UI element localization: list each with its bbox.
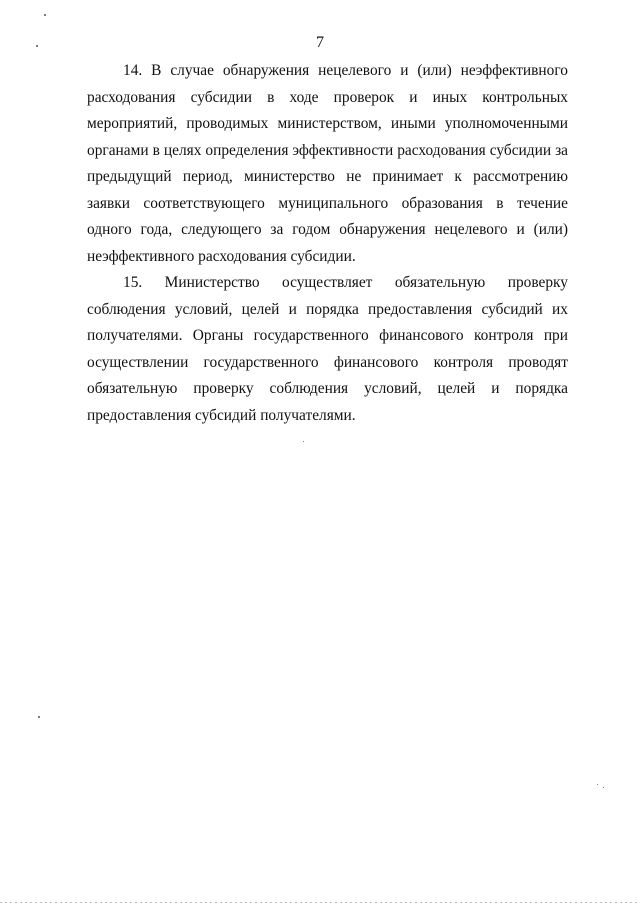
scan-speck (597, 784, 598, 785)
scan-speck (38, 716, 40, 718)
scan-speck (603, 787, 604, 788)
page-number: 7 (316, 34, 324, 51)
scan-edge-line (0, 902, 640, 903)
scan-speck (44, 14, 46, 16)
document-body (87, 58, 568, 429)
scan-speck (303, 441, 304, 442)
paragraph-14: 14. В случае обнаружения нецелевого и (или) неэффективного расходования субсидии в ходе проверок и иных контрольных мероприятий, проводимых министерством, иными уполномоченными органами в целях определения эффективности расходования субсидии за предыдущий период, министерство не принимает к рассмотрению заявки соответствующего муниципального образования в течение одного года, следующего за годом обнаружения нецелевого и (или) неэффективного расходования субсидии. (87, 62, 568, 265)
paragraph-15: 15. Министерство осуществляет обязательную проверку соблюдения условий, целей и порядка предоставления субсидий их получателями. Органы государственного финансового контроля при осуществлении государственного финансового контроля проводят обязательную проверку соблюдения условий, целей и порядка предоставления субсидий получателями. (87, 274, 568, 424)
scan-speck (36, 45, 38, 47)
